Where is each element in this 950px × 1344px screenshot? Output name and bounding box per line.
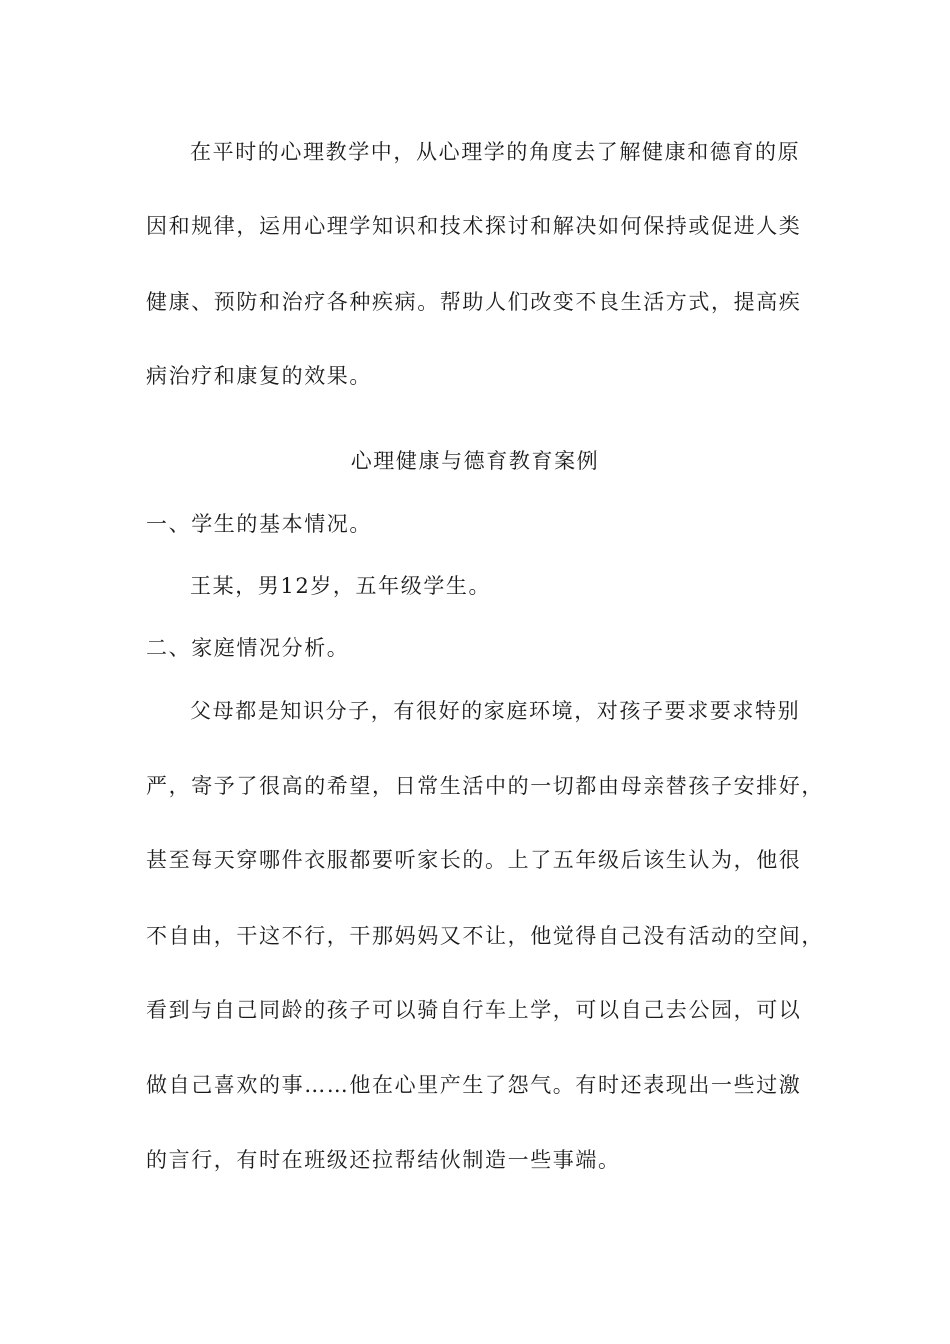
paragraph-line: 不自由，干这不行，干那妈妈又不让，他觉得自己没有活动的空间， <box>146 924 824 948</box>
paragraph-line: 严，寄予了很高的希望，日常生活中的一切都由母亲替孩子安排好， <box>146 774 824 798</box>
paragraph-line: 因和规律，运用心理学知识和技术探讨和解决如何保持或促进人类 <box>146 214 802 238</box>
paragraph-line: 的言行，有时在班级还拉帮结伙制造一些事端。 <box>146 1148 621 1172</box>
paragraph-line: 父母都是知识分子，有很好的家庭环境，对孩子要求要求特别 <box>190 699 801 723</box>
paragraph-line: 健康、预防和治疗各种疾病。帮助人们改变不良生活方式，提高疾 <box>146 290 802 314</box>
paragraph-line: 看到与自己同龄的孩子可以骑自行车上学，可以自己去公园，可以 <box>146 998 802 1022</box>
paragraph-line: 甚至每天穿哪件衣服都要听家长的。上了五年级后该生认为，他很 <box>146 848 802 872</box>
paragraph-line: 做自己喜欢的事……他在心里产生了怨气。有时还表现出一些过激 <box>146 1073 802 1097</box>
student-info: 王某，男12岁，五年级学生。 <box>190 574 492 598</box>
paragraph-line: 在平时的心理教学中，从心理学的角度去了解健康和德育的原 <box>190 140 801 164</box>
paragraph-line: 病治疗和康复的效果。 <box>146 364 372 388</box>
case-title: 心理健康与德育教育案例 <box>350 449 600 473</box>
section-heading-family: 二、家庭情况分析。 <box>146 636 350 660</box>
section-heading-basic-info: 一、学生的基本情况。 <box>146 512 372 536</box>
